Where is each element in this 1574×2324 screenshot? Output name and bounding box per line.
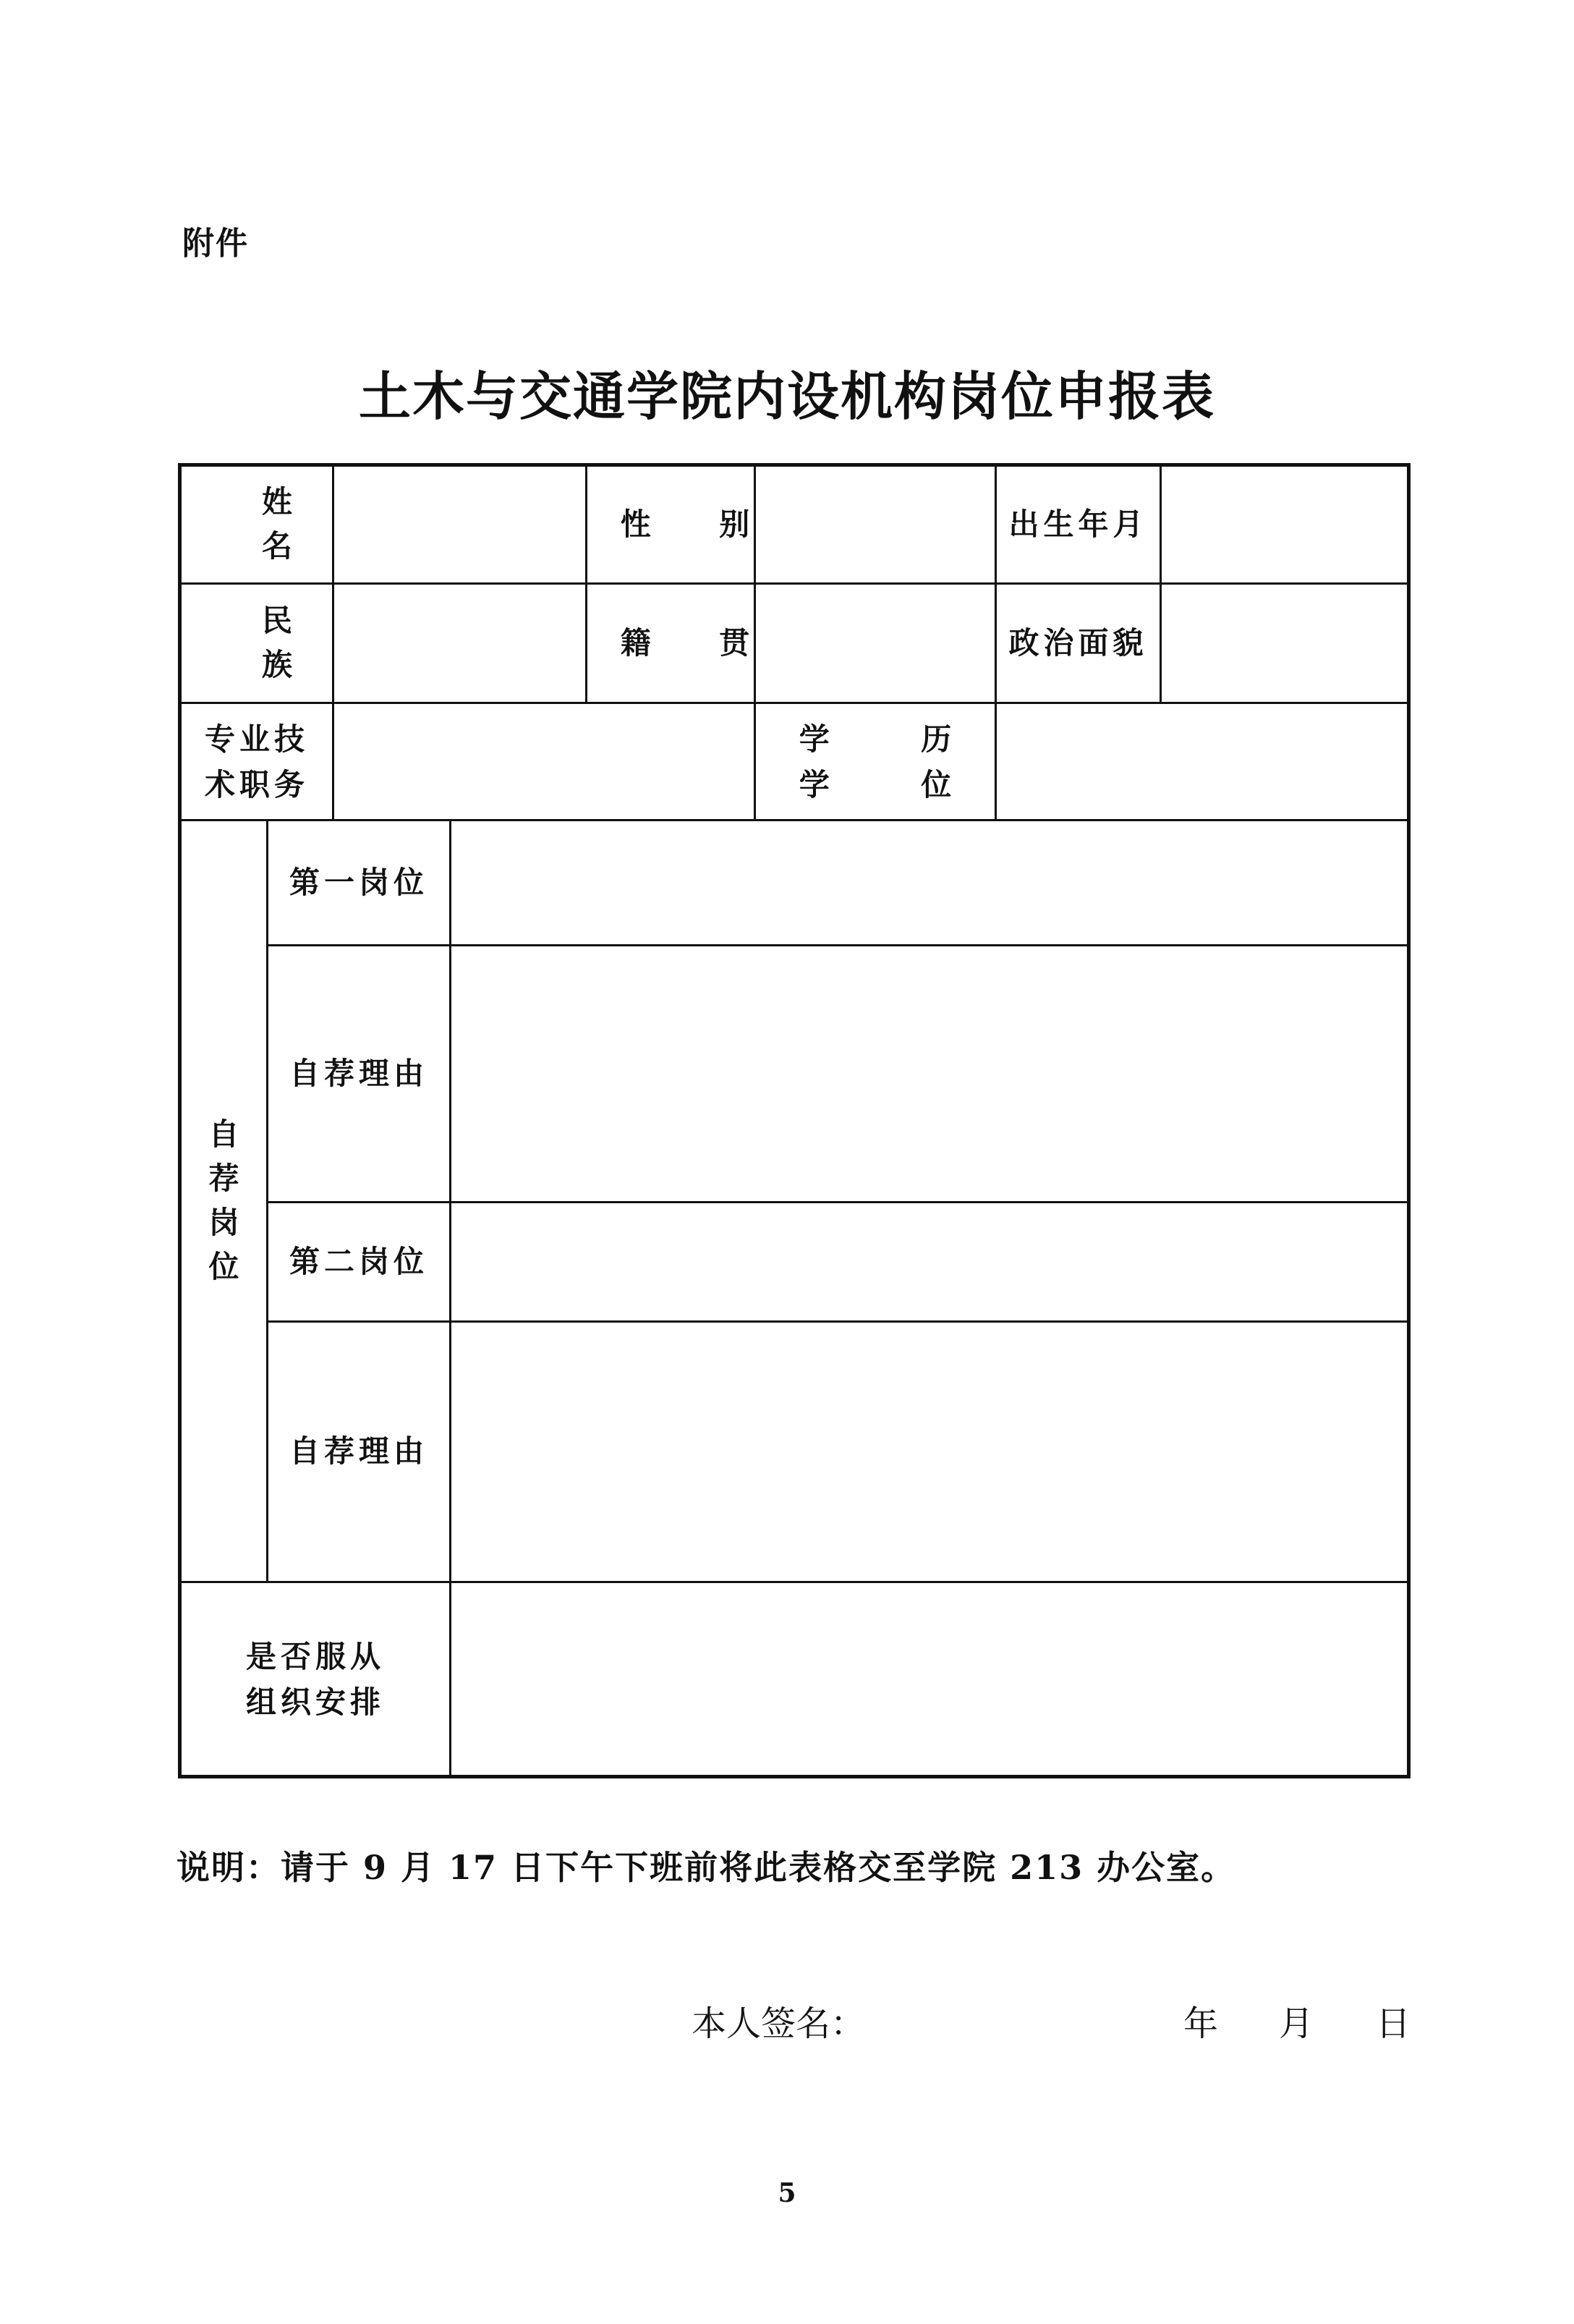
education-line2: 学 位 xyxy=(799,766,992,802)
professional-title-label xyxy=(182,704,332,819)
first-post-label: 第一岗位 xyxy=(289,864,428,900)
signature-label: 本人签名： xyxy=(692,2003,866,2044)
obey-line1: 是否服从 xyxy=(245,1638,385,1674)
name-field[interactable] xyxy=(334,467,585,582)
birth-label: 出生年月 xyxy=(1008,506,1148,542)
obey-arrangement-field[interactable] xyxy=(451,1583,1407,1775)
professional-title-field[interactable] xyxy=(334,704,754,819)
reason1-label: 自荐理由 xyxy=(289,1055,428,1091)
first-post-field[interactable] xyxy=(451,821,1407,944)
date-month-label: 月 xyxy=(1279,2003,1314,2044)
second-post-label: 第二岗位 xyxy=(289,1243,428,1279)
political-status-field[interactable] xyxy=(1162,585,1407,702)
attachment-label: 附件 xyxy=(182,225,249,262)
professional-title-line2: 术职务 xyxy=(204,766,309,802)
native-place-label: 籍 贯 xyxy=(620,624,779,661)
obey-arrangement-label xyxy=(182,1583,449,1775)
self-rec-char: 位 xyxy=(208,1248,239,1284)
professional-title-line1: 专业技 xyxy=(204,721,309,757)
education-label xyxy=(756,704,995,819)
instruction-note: 说明：请于 9 月 17 日下午下班前将此表格交至学院 213 办公室。 xyxy=(176,1848,1236,1887)
application-form-table xyxy=(178,463,1411,1778)
reason1-field[interactable] xyxy=(451,946,1407,1201)
native-place-field[interactable] xyxy=(756,585,995,702)
date-year-label: 年 xyxy=(1183,2003,1219,2044)
education-field[interactable] xyxy=(997,704,1407,819)
political-status-label: 政治面貌 xyxy=(1008,624,1148,661)
education-line1: 学 历 xyxy=(799,721,992,757)
gender-label: 性 别 xyxy=(620,506,779,542)
birth-field[interactable] xyxy=(1162,467,1407,582)
reason2-field[interactable] xyxy=(451,1323,1407,1581)
ethnicity-label: 民 族 xyxy=(261,603,333,682)
self-rec-char: 荐 xyxy=(208,1161,239,1197)
ethnicity-field[interactable] xyxy=(334,585,585,702)
name-label: 姓 名 xyxy=(261,484,333,564)
form-title: 土木与交通学院内设机构岗位申报表 xyxy=(358,365,1215,427)
date-day-label: 日 xyxy=(1376,2003,1411,2044)
self-recommend-post-label xyxy=(182,821,266,1581)
self-rec-char: 自 xyxy=(208,1116,239,1153)
obey-line2: 组织安排 xyxy=(245,1684,385,1720)
reason2-label: 自荐理由 xyxy=(289,1433,428,1470)
gender-field[interactable] xyxy=(756,467,995,582)
self-rec-char: 岗 xyxy=(208,1205,239,1240)
second-post-field[interactable] xyxy=(451,1203,1407,1320)
page-number: 5 xyxy=(778,2178,796,2208)
